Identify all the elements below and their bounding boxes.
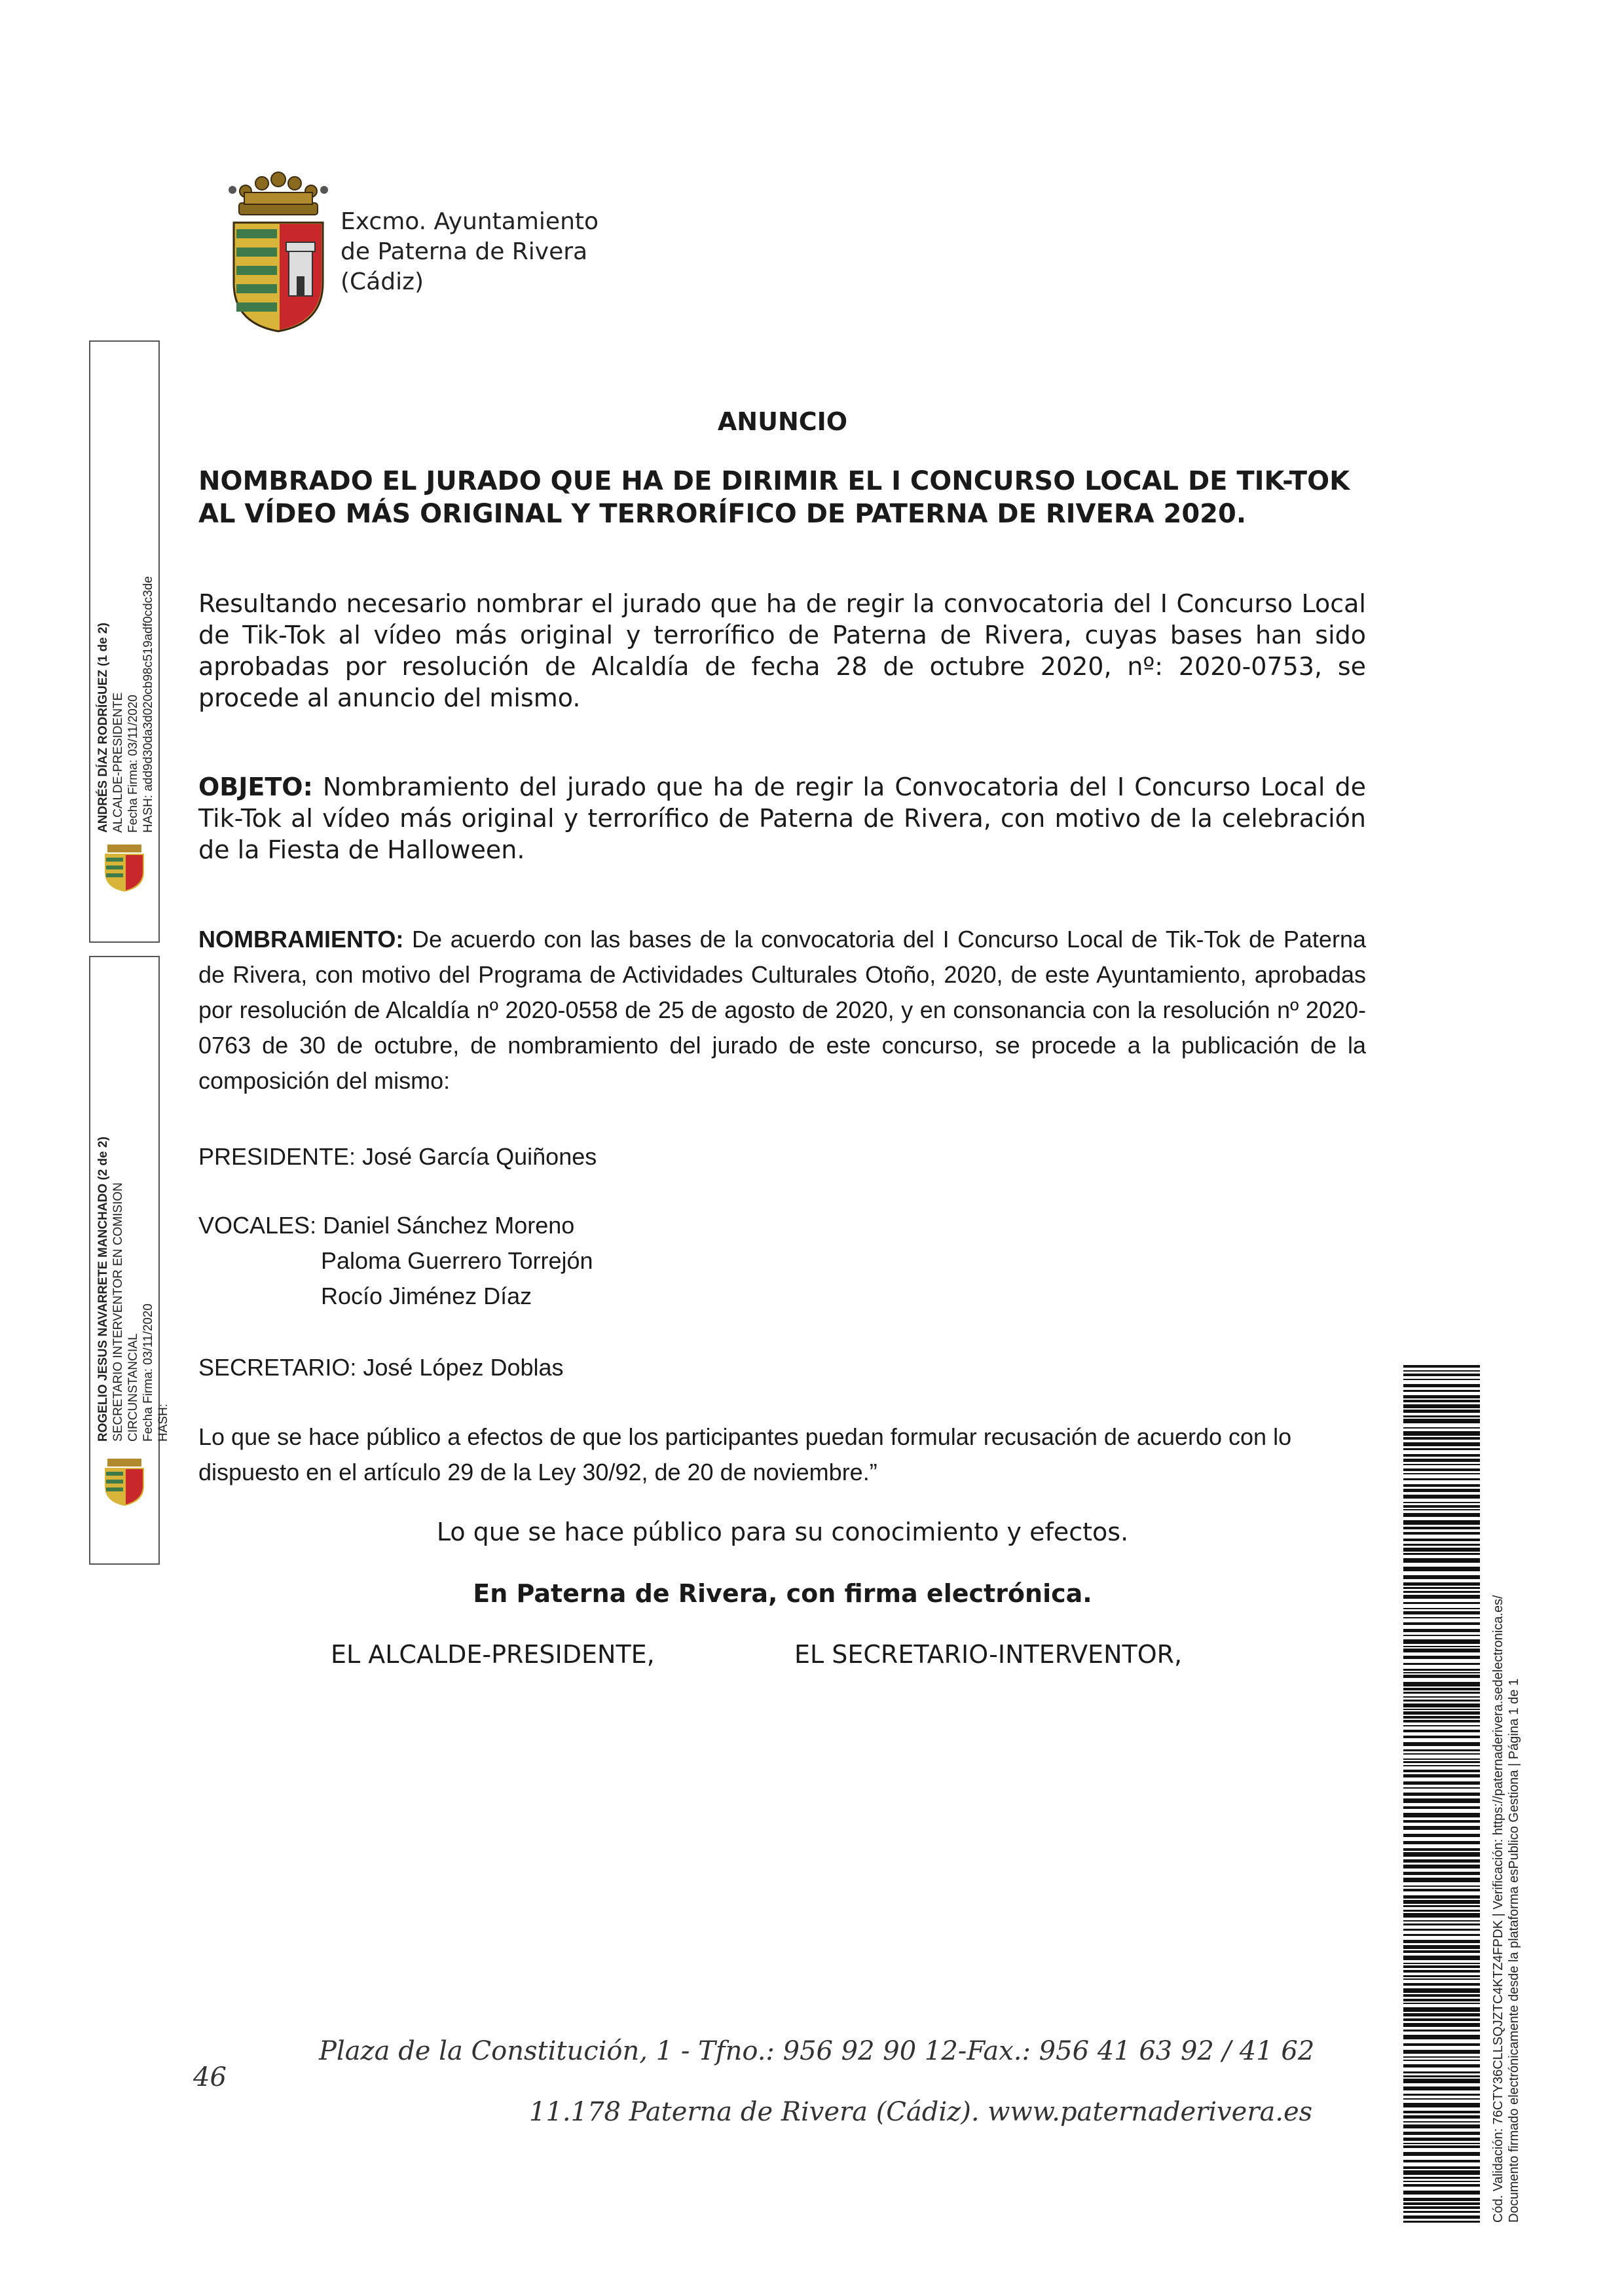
signer-secretary: EL SECRETARIO-INTERVENTOR, — [794, 1640, 1183, 1669]
signer-name: ROGELIO JESUS NAVARRETE MANCHADO (2 de 2) — [96, 1137, 110, 1442]
signature-hash: HASH: add9d30da3d020cb98c519adf0cdc3de — [141, 576, 155, 833]
crest-icon — [98, 841, 151, 893]
signer-role: SECRETARIO INTERVENTOR EN COMISION — [111, 1182, 125, 1442]
signature-text — [96, 355, 156, 833]
signature-box-mayor — [89, 340, 160, 943]
org-line: Excmo. Ayuntamiento — [341, 208, 599, 235]
objeto-label: OBJETO: — [198, 773, 313, 801]
page-number: 46 — [193, 2062, 227, 2092]
org-line: de Paterna de Rivera — [341, 238, 588, 265]
verification-text — [1490, 1365, 1549, 2223]
validation-line: Cód. Validación: 76CTY36CLLSQJZTC4KTZ4FPDK | Verificación: https://paternaderivera.sedelectronica.es/ — [1491, 1595, 1505, 2223]
signature-place: En Paterna de Rivera, con firma electrónica. — [473, 1579, 1092, 1608]
document-title: ANUNCIO — [717, 407, 848, 436]
coat-of-arms-logo — [226, 172, 331, 335]
barcode — [1403, 1365, 1480, 2223]
jury-president: PRESIDENTE: José García Quiñones — [198, 1143, 597, 1170]
organization-name — [341, 207, 599, 297]
nombramiento-paragraph — [198, 922, 1366, 1099]
closing-statement: Lo que se hace público para su conocimiento y efectos. — [436, 1518, 1129, 1546]
final-paragraph: Lo que se hace público a efectos de que los participantes puedan formular recusación de acuerdo con lo dispuesto en el artículo 29 de la Ley 30/92, de 20 de noviembre.” — [198, 1423, 1292, 1485]
objeto-paragraph — [198, 771, 1366, 866]
intro-paragraph: Resultando necesario nombrar el jurado que ha de regir la convocatoria del I Concurso Local de Tik-Tok al vídeo más original y terrorífico de Paterna de Rivera, cuyas bases han sido aprobadas por resolución de Alcaldía de fecha 28 de octubre 2020, nº: 2020-0753, se procede al anuncio del mismo. — [198, 589, 1366, 712]
nombramiento-label: NOMBRAMIENTO: — [198, 926, 404, 953]
signer-mayor: EL ALCALDE-PRESIDENTE, — [331, 1640, 655, 1669]
signer-role: ALCALDE-PRESIDENTE — [111, 692, 125, 833]
signature-hash: HASH: — [157, 1403, 170, 1442]
jury-vocal: Rocío Jiménez Díaz — [321, 1283, 532, 1309]
signature-text — [96, 970, 170, 1442]
jury-vocal: VOCALES: Daniel Sánchez Moreno — [198, 1212, 575, 1239]
jury-secretary: SECRETARIO: José López Doblas — [198, 1354, 564, 1381]
signature-box-secretary — [89, 956, 170, 1565]
platform-line: Documento firmado electrónicamente desde la plataforma esPublico Gestiona | Página 1 de 1 — [1507, 1678, 1521, 2223]
signature-date: Fecha Firma: 03/11/2020 — [141, 1303, 155, 1442]
headline: NOMBRADO EL JURADO QUE HA DE DIRIMIR EL I CONCURSO LOCAL DE TIK-TOK AL VÍDEO MÁS ORIGINAL Y TERRORÍFICO DE PATERNA DE RIVERA 2020. — [198, 466, 1350, 529]
signer-role-cont: CIRCUNSTANCIAL — [126, 1333, 140, 1442]
nombramiento-text: De acuerdo con las bases de la convocatoria del I Concurso Local de Tik-Tok de Paterna de Rivera, con motivo del Programa de Actividades Culturales Otoño, 2020, de este Ayuntamiento, aprobadas por resolución de Alcaldía nº 2020-0558 de 25 de agosto de 2020, y en consonancia con la resolución nº 2020-0763 de 30 de octubre, de nombramiento del jurado de este concurso, se procede a la publicación de la composición del mismo: — [198, 926, 1366, 1094]
jury-vocal: Paloma Guerrero Torrejón — [321, 1247, 593, 1274]
objeto-text: Nombramiento del jurado que ha de regir la Convocatoria del I Concurso Local de Tik-Tok al vídeo más original y terrorífico de Paterna de Rivera, con motivo de la celebración de la Fiesta de Halloween. — [198, 773, 1366, 864]
crest-icon — [98, 1455, 151, 1507]
signer-name: ANDRÉS DÍAZ RODRÍGUEZ (1 de 2) — [96, 623, 110, 833]
signature-date: Fecha Firma: 03/11/2020 — [126, 695, 140, 833]
footer-address: Plaza de la Constitución, 1 - Tfno.: 956 92 90 12-Fax.: 956 41 63 92 / 41 62 — [319, 2036, 1315, 2066]
footer-city: 11.178 Paterna de Rivera (Cádiz). www.paternaderivera.es — [529, 2097, 1313, 2127]
org-line: (Cádiz) — [341, 268, 424, 295]
